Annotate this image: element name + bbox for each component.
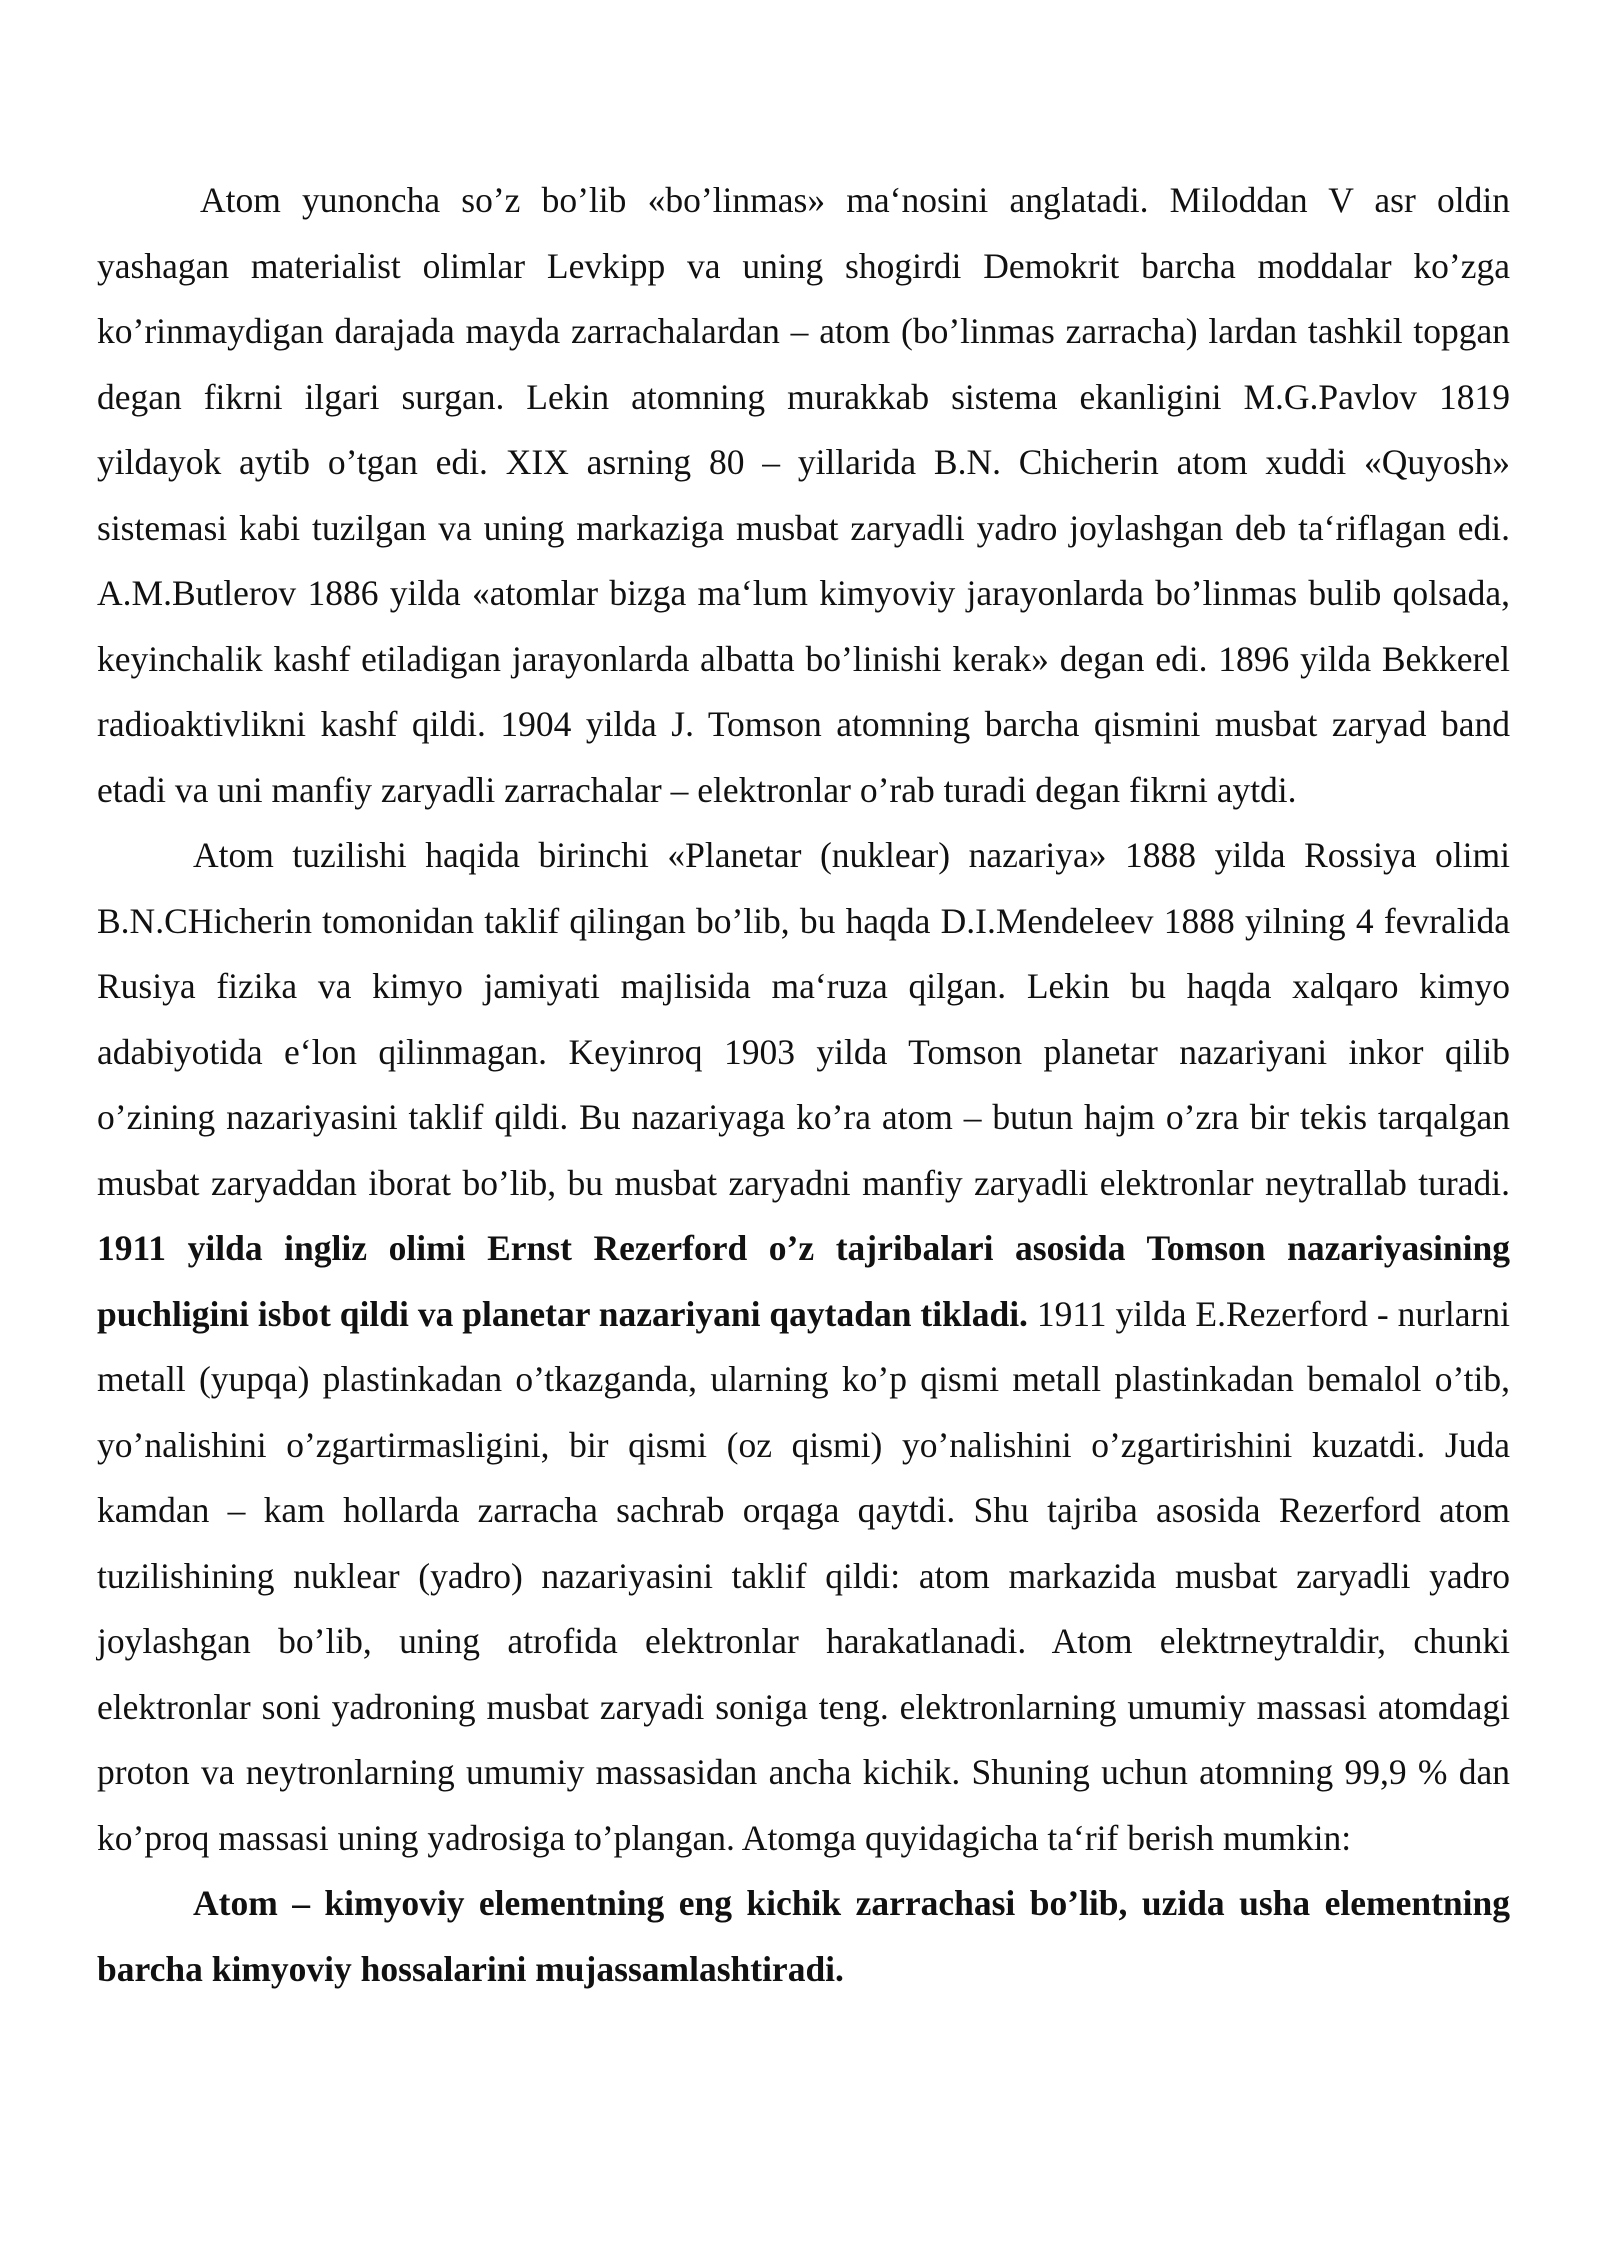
paragraph-atom-definition	[97, 1871, 1510, 2002]
paragraph-text: Atom tuzilishi haqida birinchi «Planetar (nuklear) nazariya» 1888 yilda Rossiya olimi B.N.CHicherin tomonidan taklif qilingan bo’lib, bu haqda D.I.Mendeleev 1888 yilning 4 fevralida Rusiya fizika va kimyo jamiyati majlisida ma‘ruza qilgan. Lekin bu haqda xalqaro kimyo adabiyotida e‘lon qilinmagan. Keyinroq 1903 yilda Tomson planetar nazariyani inkor qilib o’zining nazariyasini taklif qildi. Bu nazariyaga ko’ra atom – butun hajm o’zra bir tekis tarqalgan musbat zaryaddan iborat bo’lib, bu musbat zaryadni manfiy zaryadli elektronlar neytrallab turadi.	[97, 835, 1510, 1203]
paragraph-text: Atom yunoncha so’z bo’lib «bo’linmas» ma‘nosini anglatadi. Miloddan V asr oldin yashagan materialist olimlar Levkipp va uning shogirdi Demokrit barcha moddalar ko’zga ko’rinmaydigan darajada mayda zarrachalardan – atom (bo’linmas zarracha) lardan tashkil topgan degan fikrni ilgari surgan. Lekin atomning murakkab sistema ekanligini M.G.Pavlov 1819 yildayok aytib o’tgan edi. XIX asrning 80 – yillarida B.N. Chicherin atom xuddi «Quyosh» sistemasi kabi tuzilgan va uning markaziga musbat zaryadli yadro joylashgan deb ta‘riflagan edi. A.M.Butlerov 1886 yilda «atomlar bizga ma‘lum kimyoviy jarayonlarda bo’linmas bulib qolsada, keyinchalik kashf etiladigan jarayonlarda albatta bo’linishi kerak» degan edi. 1896 yilda Bekkerel radioaktivlikni kashf qildi. 1904 yilda J. Tomson atomning barcha qismini musbat zaryad band etadi va uni manfiy zaryadli zarrachalar – elektronlar o’rab turadi degan fikrni aytdi.	[97, 180, 1510, 810]
bold-definition: Atom – kimyoviy elementning eng kichik zarrachasi bo’lib, uzida usha elementning barcha kimyoviy hossalarini mujassamlashtiradi.	[97, 1883, 1510, 1989]
paragraph-planetar-theory	[97, 823, 1510, 1871]
bold-statement-rezerford: 1911 yilda ingliz olimi Ernst Rezerford o’z tajribalari asosida Tomson nazariyasining puchligini isbot qildi va planetar nazariyani qaytadan tikladi.	[97, 1228, 1510, 1334]
document-page	[97, 168, 1510, 2002]
paragraph-atom-definition-history	[97, 168, 1510, 823]
paragraph-text: 1911 yilda E.Rezerford - nurlarni metall (yupqa) plastinkadan o’tkazganda, ularning ko’p qismi metall plastinkadan bemalol o’tib, yo’nalishini o’zgartirmasligini, bir qismi (oz qismi) yo’nalishini o’zgartirishini kuzatdi. Juda kamdan – kam hollarda zarracha sachrab orqaga qaytdi. Shu tajriba asosida Rezerford atom tuzilishining nuklear (yadro) nazariyasini taklif qildi: atom markazida musbat zaryadli yadro joylashgan bo’lib, uning atrofida elektronlar harakatlanadi. Atom elektrneytraldir, chunki elektronlar soni yadroning musbat zaryadi soniga teng. elektronlarning umumiy massasi atomdagi proton va neytronlarning umumiy massasidan ancha kichik. Shuning uchun atomning 99,9 % dan ko’proq massasi uning yadrosiga to’plangan. Atomga quyidagicha ta‘rif berish mumkin:	[97, 1293, 1510, 1858]
